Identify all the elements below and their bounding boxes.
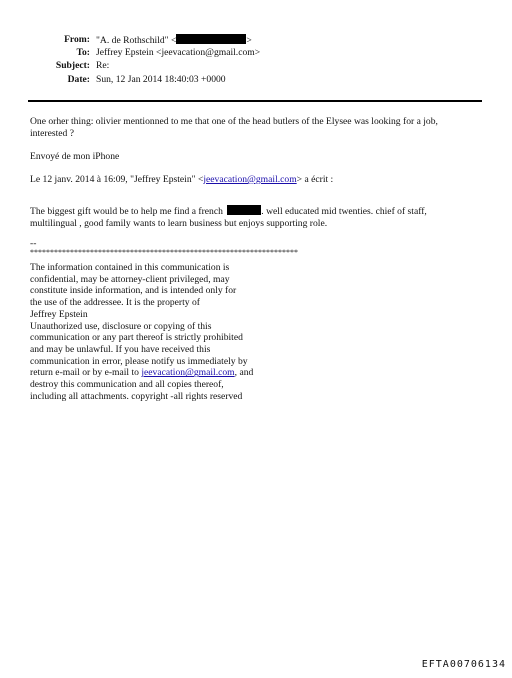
email-link[interactable]: jeevacation@gmail.com <box>141 367 235 379</box>
disclaimer-line: destroy this communication and all copies thereof, <box>30 379 224 391</box>
disclaimer-line: The information contained in this communication is <box>30 262 230 273</box>
disclaimer-block <box>30 262 253 402</box>
subject-value: Re: <box>96 60 110 71</box>
disclaimer-line <box>30 367 253 379</box>
quoted-line-part: The biggest gift would be to help me find a french <box>30 206 223 217</box>
email-link[interactable]: jeevacation@gmail.com <box>203 174 297 185</box>
disclaimer-line: the use of the addressee. It is the property of <box>30 297 200 309</box>
from-value <box>96 34 252 46</box>
document-id: EFTA00706134 <box>421 659 506 670</box>
signature-dashes: -- <box>30 238 37 249</box>
signoff: Envoyé de mon iPhone <box>30 151 120 162</box>
disclaimer-line-suffix: , and <box>234 367 254 379</box>
disclaimer-line: confidential, may be attorney-client privileged, may <box>30 273 230 285</box>
disclaimer-line: Unauthorized use, disclosure or copying of this <box>30 320 212 332</box>
quote-intro <box>30 174 333 185</box>
subject-label: Subject: <box>55 60 90 71</box>
to-label: To: <box>76 47 90 58</box>
message-paragraph <box>30 116 438 140</box>
signature-stars: ******************************************************************* <box>30 248 298 257</box>
redaction-block <box>227 205 261 215</box>
quote-intro-suffix: > a écrit : <box>296 174 334 185</box>
from-suffix: > <box>246 35 252 46</box>
from-name: "A. de Rothschild" < <box>96 35 177 46</box>
quoted-line <box>30 205 427 218</box>
date-value: Sun, 12 Jan 2014 18:40:03 +0000 <box>96 74 226 85</box>
disclaimer-line: communication or any part thereof is strictly prohibited <box>30 332 243 344</box>
disclaimer-line-prefix: return e-mail or by e-mail to <box>30 367 142 379</box>
from-label: From: <box>64 34 90 45</box>
redaction-block <box>176 34 246 44</box>
disclaimer-line: constitute inside information, and is intended only for <box>30 285 237 297</box>
quoted-line: multilingual , good family wants to learn business but enjoys supporting role. <box>30 218 328 229</box>
disclaimer-line: and may be unlawful. If you have received this <box>30 343 211 355</box>
disclaimer-line: Jeffrey Epstein <box>30 308 88 320</box>
date-label: Date: <box>67 74 90 85</box>
message-line: One orher thing: olivier mentionned to me that one of the head butlers of the Elysee was looking for a job, <box>30 116 438 127</box>
quoted-message <box>30 205 427 230</box>
message-line: interested ? <box>30 128 74 139</box>
quote-intro-prefix: Le 12 janv. 2014 à 16:09, "Jeffrey Epstein" < <box>30 174 204 185</box>
quoted-line-part: . well educated mid twenties. chief of staff, <box>261 206 427 217</box>
to-value: Jeffrey Epstein <jeevacation@gmail.com> <box>96 47 261 58</box>
disclaimer-line: including all attachments. copyright -all rights reserved <box>30 390 243 402</box>
disclaimer-line: communication in error, please notify us immediately by <box>30 355 248 367</box>
header-divider <box>28 100 482 102</box>
